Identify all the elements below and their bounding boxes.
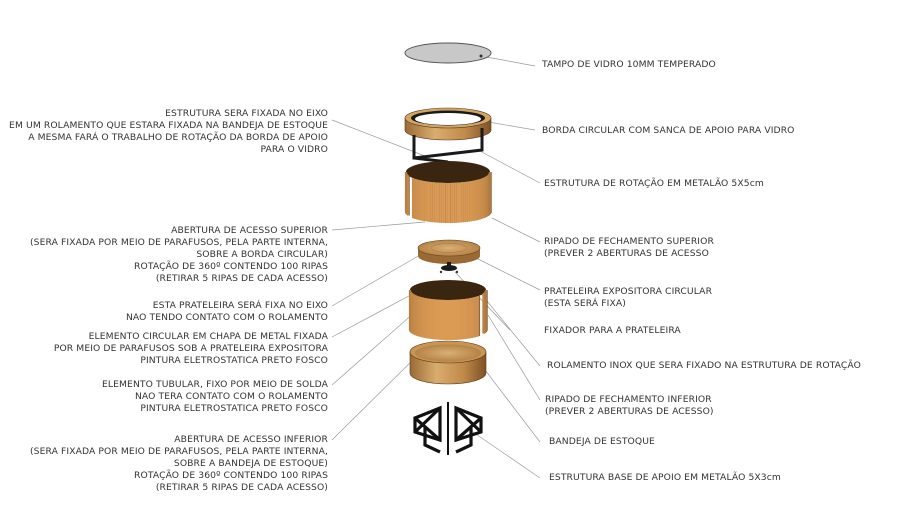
leader-elemento-tubular bbox=[332, 312, 415, 385]
label-prateleira-eixo bbox=[126, 300, 328, 324]
leader-prateleira-eixo bbox=[332, 255, 420, 306]
label-line: RIPADO DE FECHAMENTO INFERIOR bbox=[545, 394, 712, 405]
upper-slatted-cylinder bbox=[406, 161, 491, 223]
leader-ripado-inferior bbox=[488, 315, 540, 400]
label-prateleira bbox=[544, 286, 712, 310]
label-line: SOBRE A BANDEJA DE ESTOQUE) bbox=[173, 458, 328, 469]
label-line: POR MEIO DE PARAFUSOS SOB A PRATELEIRA EXPOSITORA bbox=[53, 343, 328, 354]
label-line: PRATELEIRA EXPOSITORA CIRCULAR bbox=[544, 286, 713, 297]
label-line: EM UM ROLAMENTO QUE ESTARA FIXADA NA BANDEJA DE ESTOQUE bbox=[9, 120, 328, 131]
leader-prateleira bbox=[470, 255, 540, 290]
label-line: (SERA FIXADA POR MEIO DE PARAFUSOS, PELA PARTE INTERNA, bbox=[29, 237, 328, 248]
label-ripado-inferior bbox=[545, 394, 714, 418]
leader-bandeja bbox=[482, 366, 540, 442]
label-line: PINTURA ELETROSTATICA PRETO FOSCO bbox=[140, 403, 328, 414]
label-line: ESTRUTURA DE ROTAÇÃO EM METALÃO 5X5cm bbox=[544, 178, 764, 189]
label-line: A MESMA FARÁ O TRABALHO DE ROTAÇÃO DA BORDA DE APOIO bbox=[28, 132, 328, 143]
circular-border bbox=[405, 108, 491, 140]
label-line: SOBRE A BORDA CIRCULAR) bbox=[196, 249, 328, 260]
label-bandeja bbox=[549, 436, 655, 448]
display-shelf bbox=[418, 240, 480, 264]
label-line: RIPADO DE FECHAMENTO SUPERIOR bbox=[544, 236, 714, 247]
label-line: BORDA CIRCULAR COM SANCA DE APOIO PARA VIDRO bbox=[542, 125, 795, 136]
label-line: ROTAÇÃO DE 360º CONTENDO 100 RIPAS bbox=[134, 261, 328, 272]
label-line: TAMPO DE VIDRO 10MM TEMPERADO bbox=[542, 59, 716, 70]
label-abertura-inferior bbox=[30, 434, 328, 494]
label-fixador bbox=[544, 325, 681, 337]
label-line: (ESTA SERÁ FIXA) bbox=[544, 298, 626, 309]
label-line: BANDEJA DE ESTOQUE bbox=[549, 436, 655, 447]
stock-tray bbox=[410, 341, 486, 384]
label-line: ABERTURA DE ACESSO INFERIOR bbox=[174, 434, 328, 445]
label-line: ESTA PRATELEIRA SERÁ FIXA NO EIXO bbox=[152, 300, 328, 311]
label-line: (PREVER 2 ABERTURAS DE ACESSO bbox=[544, 248, 709, 259]
label-estrutura-base bbox=[549, 472, 781, 484]
label-line: ELEMENTO CIRCULAR EM CHAPA DE METAL FIXADA bbox=[88, 331, 328, 342]
label-line: PARA O VIDRO bbox=[260, 144, 328, 155]
label-borda bbox=[542, 125, 795, 137]
label-line: (SERA FIXADA POR MEIO DE PARAFUSOS, PELA PARTE INTERNA, bbox=[29, 446, 328, 457]
glass-top bbox=[405, 43, 491, 63]
label-line: ESTRUTURA SERA FIXADA NO EIXO bbox=[165, 108, 328, 119]
label-line: FIXADOR PARA A PRATELEIRA bbox=[544, 325, 681, 336]
label-line: (RETIRAR 5 RIPAS DE CADA ACESSO) bbox=[155, 273, 328, 284]
label-rolamento bbox=[547, 360, 861, 372]
label-abertura-superior bbox=[30, 225, 328, 285]
label-line: (PREVER 2 ABERTURAS DE ACESSO) bbox=[545, 406, 714, 417]
label-ripado-superior bbox=[544, 236, 714, 260]
label-elemento-circular bbox=[54, 331, 328, 367]
label-line: ABERTURA DE ACESSO SUPERIOR bbox=[171, 225, 328, 236]
leader-abertura-superior bbox=[332, 222, 425, 230]
label-line: (RETIRAR 5 RIPAS DE CADA ACESSO) bbox=[155, 482, 328, 493]
leader-elemento-circular bbox=[332, 290, 420, 337]
label-line: ROTAÇÃO DE 360º CONTENDO 100 RIPAS bbox=[134, 470, 328, 481]
label-line: ELEMENTO TUBULAR, FIXO POR MEIO DE SOLDA bbox=[101, 379, 328, 390]
lower-slatted-cylinder bbox=[410, 280, 487, 340]
label-tampo bbox=[542, 59, 716, 71]
leader-ripado-superior bbox=[492, 218, 540, 242]
label-line: ESTRUTURA BASE DE APOIO EM METALÃO 5X3cm bbox=[549, 472, 781, 483]
label-estrutura-eixo bbox=[9, 108, 328, 156]
label-line: ROLAMENTO INOX QUE SERA FIXADO NA ESTRUTURA DE ROTAÇÃO bbox=[547, 360, 861, 371]
leader-borda bbox=[488, 122, 535, 130]
label-elemento-tubular bbox=[102, 379, 328, 415]
label-line: NAO TENDO CONTATO COM O ROLAMENTO bbox=[125, 312, 328, 323]
label-line: NAO TERA CONTATO COM O ROLAMENTO bbox=[134, 391, 328, 402]
label-line: PINTURA ELETROSTATICA PRETO FOSCO bbox=[140, 355, 328, 366]
label-estrutura-rotacao bbox=[544, 178, 764, 190]
base-structure bbox=[415, 402, 481, 455]
leader-estrutura-base bbox=[470, 430, 540, 478]
